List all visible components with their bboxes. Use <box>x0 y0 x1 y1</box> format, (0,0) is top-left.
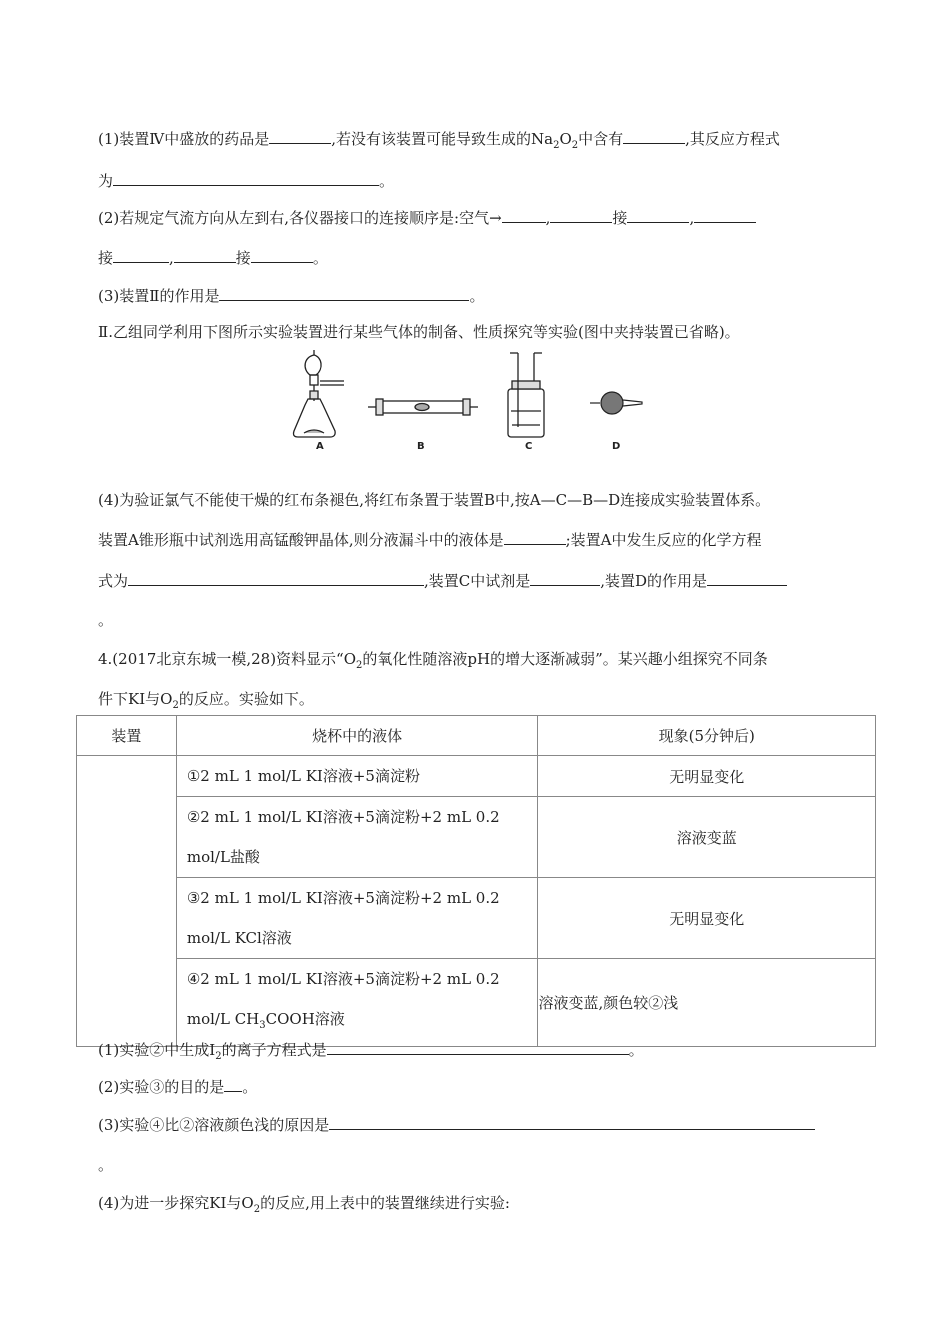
apparatus-cell <box>77 756 177 1047</box>
answer-blank[interactable] <box>504 530 566 545</box>
figure-label-a: A <box>316 441 324 452</box>
answer-blank[interactable] <box>502 208 546 223</box>
phenomenon-cell: 无明显变化 <box>538 756 876 797</box>
question-2-line-2: 接 , 接 。 <box>98 249 328 267</box>
header-apparatus: 装置 <box>77 716 177 756</box>
answer-blank[interactable] <box>694 208 756 223</box>
table-row <box>77 797 876 878</box>
part-ii-intro: Ⅱ.乙组同学利用下图所示实验装置进行某些气体的制备、性质探究等实验(图中夹持装置已省略)。 <box>98 323 740 341</box>
answer-blank[interactable] <box>224 1077 242 1092</box>
question-3: (3)装置Ⅱ的作用是 。 <box>98 287 485 305</box>
problem-4-line-1: 4.(2017北京东城一模,28)资料显示“$O_2$的氧化性随溶液pH的增大逐渐减弱”。某兴趣小组探究不同条 <box>98 650 768 671</box>
answer-blank[interactable] <box>550 208 612 223</box>
liquid-cell: ①2 mL 1 mol/L KI溶液+5滴淀粉 <box>176 756 538 797</box>
question-2-line-1: (2)若规定气流方向从左到右,各仪器接口的连接顺序是:空气→ , 接 , <box>98 207 756 228</box>
apparatus-c <box>508 353 544 437</box>
sub-question-3: (3)实验④比②溶液颜色浅的原因是 <box>98 1114 815 1135</box>
answer-blank[interactable] <box>530 571 600 586</box>
table-row <box>77 959 876 1047</box>
figure-label-d: D <box>612 441 621 452</box>
sub-question-3-end: 。 <box>98 1156 114 1174</box>
answer-blank[interactable] <box>219 286 469 301</box>
apparatus-b <box>368 399 478 415</box>
table-row <box>77 756 876 797</box>
header-liquid: 烧杯中的液体 <box>176 716 538 756</box>
answer-blank[interactable] <box>113 248 169 263</box>
experiment-table <box>76 715 876 1047</box>
sub-question-2: (2)实验③的目的是 。 <box>98 1078 258 1096</box>
liquid-cell: ③2 mL 1 mol/L KI溶液+5滴淀粉+2 mL 0.2 mol/L KCl溶液 <box>176 878 538 959</box>
question-1-line-2: 为 。 <box>98 172 395 190</box>
liquid-cell: ②2 mL 1 mol/L KI溶液+5滴淀粉+2 mL 0.2 mol/L盐酸 <box>176 797 538 878</box>
question-1-line-1: (1)装置Ⅳ中盛放的药品是 ,若没有该装置可能导致生成的$Na_2O_2$中含有 ,其反应方程式 <box>98 130 780 151</box>
phenomenon-cell: 无明显变化 <box>538 878 876 959</box>
figure-label-c: C <box>525 441 533 452</box>
apparatus-a <box>294 350 345 437</box>
answer-blank[interactable] <box>269 129 331 144</box>
problem-4-line-2: 件下KI与$O_2$的反应。实验如下。 <box>98 690 314 711</box>
liquid-cell: ④2 mL 1 mol/L KI溶液+5滴淀粉+2 mL 0.2 mol/L $CH_3COOH$溶液 <box>176 959 538 1047</box>
answer-blank[interactable] <box>707 571 787 586</box>
answer-blank[interactable] <box>627 208 689 223</box>
table-row <box>77 878 876 959</box>
question-4-line-4: 。 <box>98 611 114 629</box>
answer-blank[interactable] <box>251 248 313 263</box>
answer-blank[interactable] <box>329 1115 815 1130</box>
answer-blank[interactable] <box>128 571 424 586</box>
apparatus-figure <box>290 345 660 460</box>
apparatus-d <box>590 392 642 414</box>
header-phenomenon: 现象(5分钟后) <box>538 716 876 756</box>
sub-question-1: (1)实验②中生成$I_2$的离子方程式是 。 <box>98 1041 644 1062</box>
phenomenon-cell: 溶液变蓝,颜色较②浅 <box>538 959 876 1047</box>
answer-blank[interactable] <box>174 248 236 263</box>
figure-label-b: B <box>417 441 425 452</box>
answer-blank[interactable] <box>113 171 379 186</box>
table-header-row <box>77 716 876 756</box>
answer-blank[interactable] <box>623 129 685 144</box>
phenomenon-cell: 溶液变蓝 <box>538 797 876 878</box>
sub-question-4: (4)为进一步探究KI与$O_2$的反应,用上表中的装置继续进行实验: <box>98 1194 510 1215</box>
question-4-line-1: (4)为验证氯气不能使干燥的红布条褪色,将红布条置于装置B中,按A—C—B—D连接成实验装置体系。 <box>98 491 771 509</box>
question-4-line-3: 式为 ,装置C中试剂是 ,装置D的作用是 <box>98 570 787 591</box>
answer-blank[interactable] <box>327 1040 629 1055</box>
question-4-line-2: 装置A锥形瓶中试剂选用高锰酸钾晶体,则分液漏斗中的液体是 ;装置A中发生反应的化学方程 <box>98 531 762 549</box>
